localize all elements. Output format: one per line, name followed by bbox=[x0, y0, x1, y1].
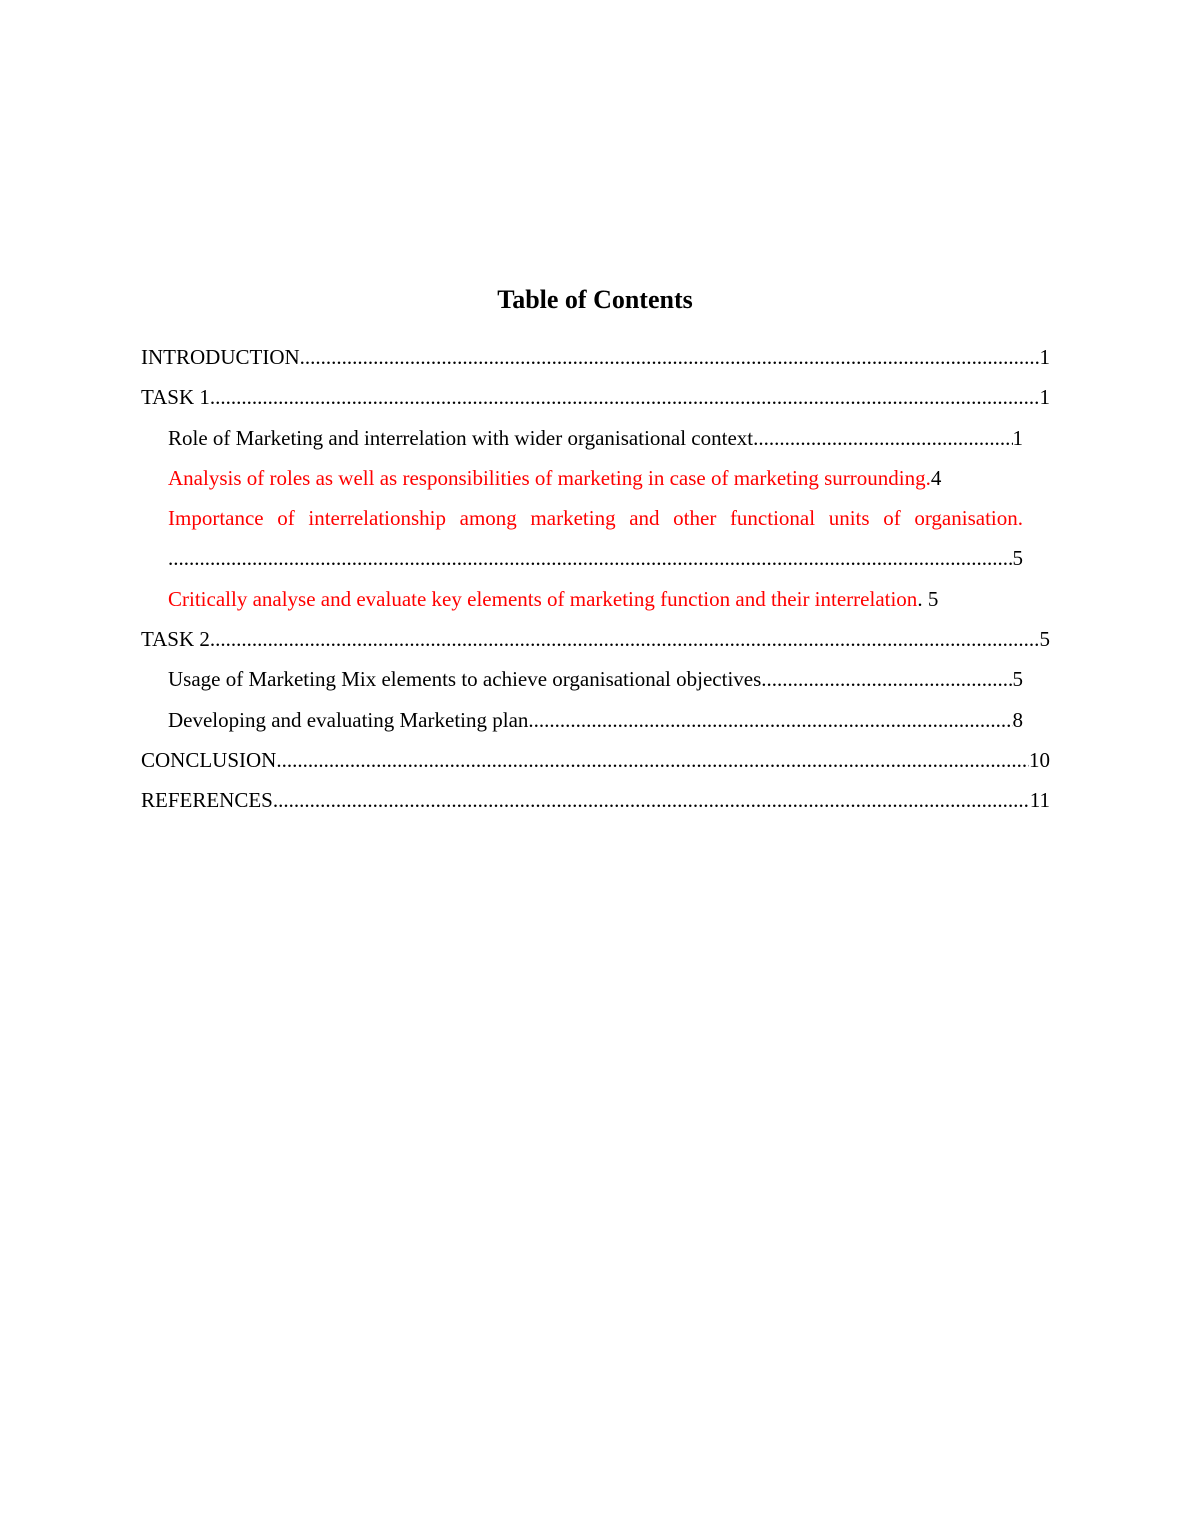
toc-entry-label: TASK 2 bbox=[141, 627, 210, 652]
toc-page-number: 8 bbox=[1012, 707, 1023, 732]
toc-entry-label: Analysis of roles as well as responsibilities of marketing in case of marketing surrounding. bbox=[168, 465, 931, 490]
toc-entry-label: INTRODUCTION bbox=[141, 345, 300, 369]
toc-entry-label: Importance of interrelationship among marketing and other functional units of organisation. bbox=[168, 506, 1023, 531]
toc-leader-dots bbox=[276, 740, 1029, 780]
toc-entry-label: CONCLUSION bbox=[141, 747, 277, 772]
toc-leader-dots bbox=[168, 538, 1013, 578]
toc-title: Table of Contents bbox=[497, 285, 693, 314]
toc-entry-analysis-of-roles[interactable] bbox=[141, 458, 1023, 498]
toc-leader-dots bbox=[210, 377, 1040, 417]
toc-leader-dots bbox=[753, 418, 1012, 458]
toc-leader-dots bbox=[273, 780, 1030, 820]
toc-page-number: 1 bbox=[1039, 385, 1050, 410]
table-of-contents bbox=[141, 337, 1050, 821]
toc-page-number: 10 bbox=[1029, 747, 1050, 772]
toc-leader-dots bbox=[210, 619, 1040, 659]
toc-entry-label: Role of Marketing and interrelation with wider organisational context bbox=[168, 425, 754, 450]
toc-entry-task-1[interactable] bbox=[141, 377, 1050, 417]
toc-page-number: 5 bbox=[1012, 546, 1023, 571]
toc-entry-importance-of-interrelationship[interactable] bbox=[141, 498, 1023, 579]
toc-page-number: 5 bbox=[927, 586, 939, 611]
toc-page-number: 5 bbox=[1012, 667, 1023, 692]
toc-entry-label: TASK 1 bbox=[141, 385, 210, 410]
toc-entry-task-2[interactable] bbox=[141, 619, 1050, 659]
toc-entry-critically-analyse[interactable]: Critically analyse and evaluate key elements of marketing function and their interrelation . 5 bbox=[141, 579, 1023, 619]
toc-entry-references[interactable] bbox=[141, 780, 1050, 820]
toc-leader-dots bbox=[300, 337, 1040, 377]
toc-entry-introduction[interactable] bbox=[141, 337, 1050, 377]
toc-entry-label: Developing and evaluating Marketing plan bbox=[168, 707, 529, 732]
toc-page-number: 4 bbox=[930, 465, 942, 490]
toc-leader-dots bbox=[528, 700, 1012, 740]
toc-entry-marketing-mix[interactable] bbox=[141, 659, 1023, 699]
toc-entry-conclusion[interactable] bbox=[141, 740, 1050, 780]
toc-entry-label: Usage of Marketing Mix elements to achieve organisational objectives bbox=[168, 667, 762, 692]
toc-entry-label: Critically analyse and evaluate key elements of marketing function and their interrelation bbox=[168, 586, 918, 611]
toc-entry-role-of-marketing[interactable] bbox=[141, 418, 1023, 458]
toc-page-number: 11 bbox=[1029, 788, 1050, 813]
toc-page-number: 1 bbox=[1039, 345, 1050, 369]
toc-entry-label: REFERENCES bbox=[141, 788, 273, 813]
toc-entry-marketing-plan[interactable] bbox=[141, 700, 1023, 740]
toc-page-number: 1 bbox=[1012, 425, 1023, 450]
toc-page-number: 5 bbox=[1039, 627, 1050, 652]
toc-leader-dots bbox=[761, 659, 1012, 699]
